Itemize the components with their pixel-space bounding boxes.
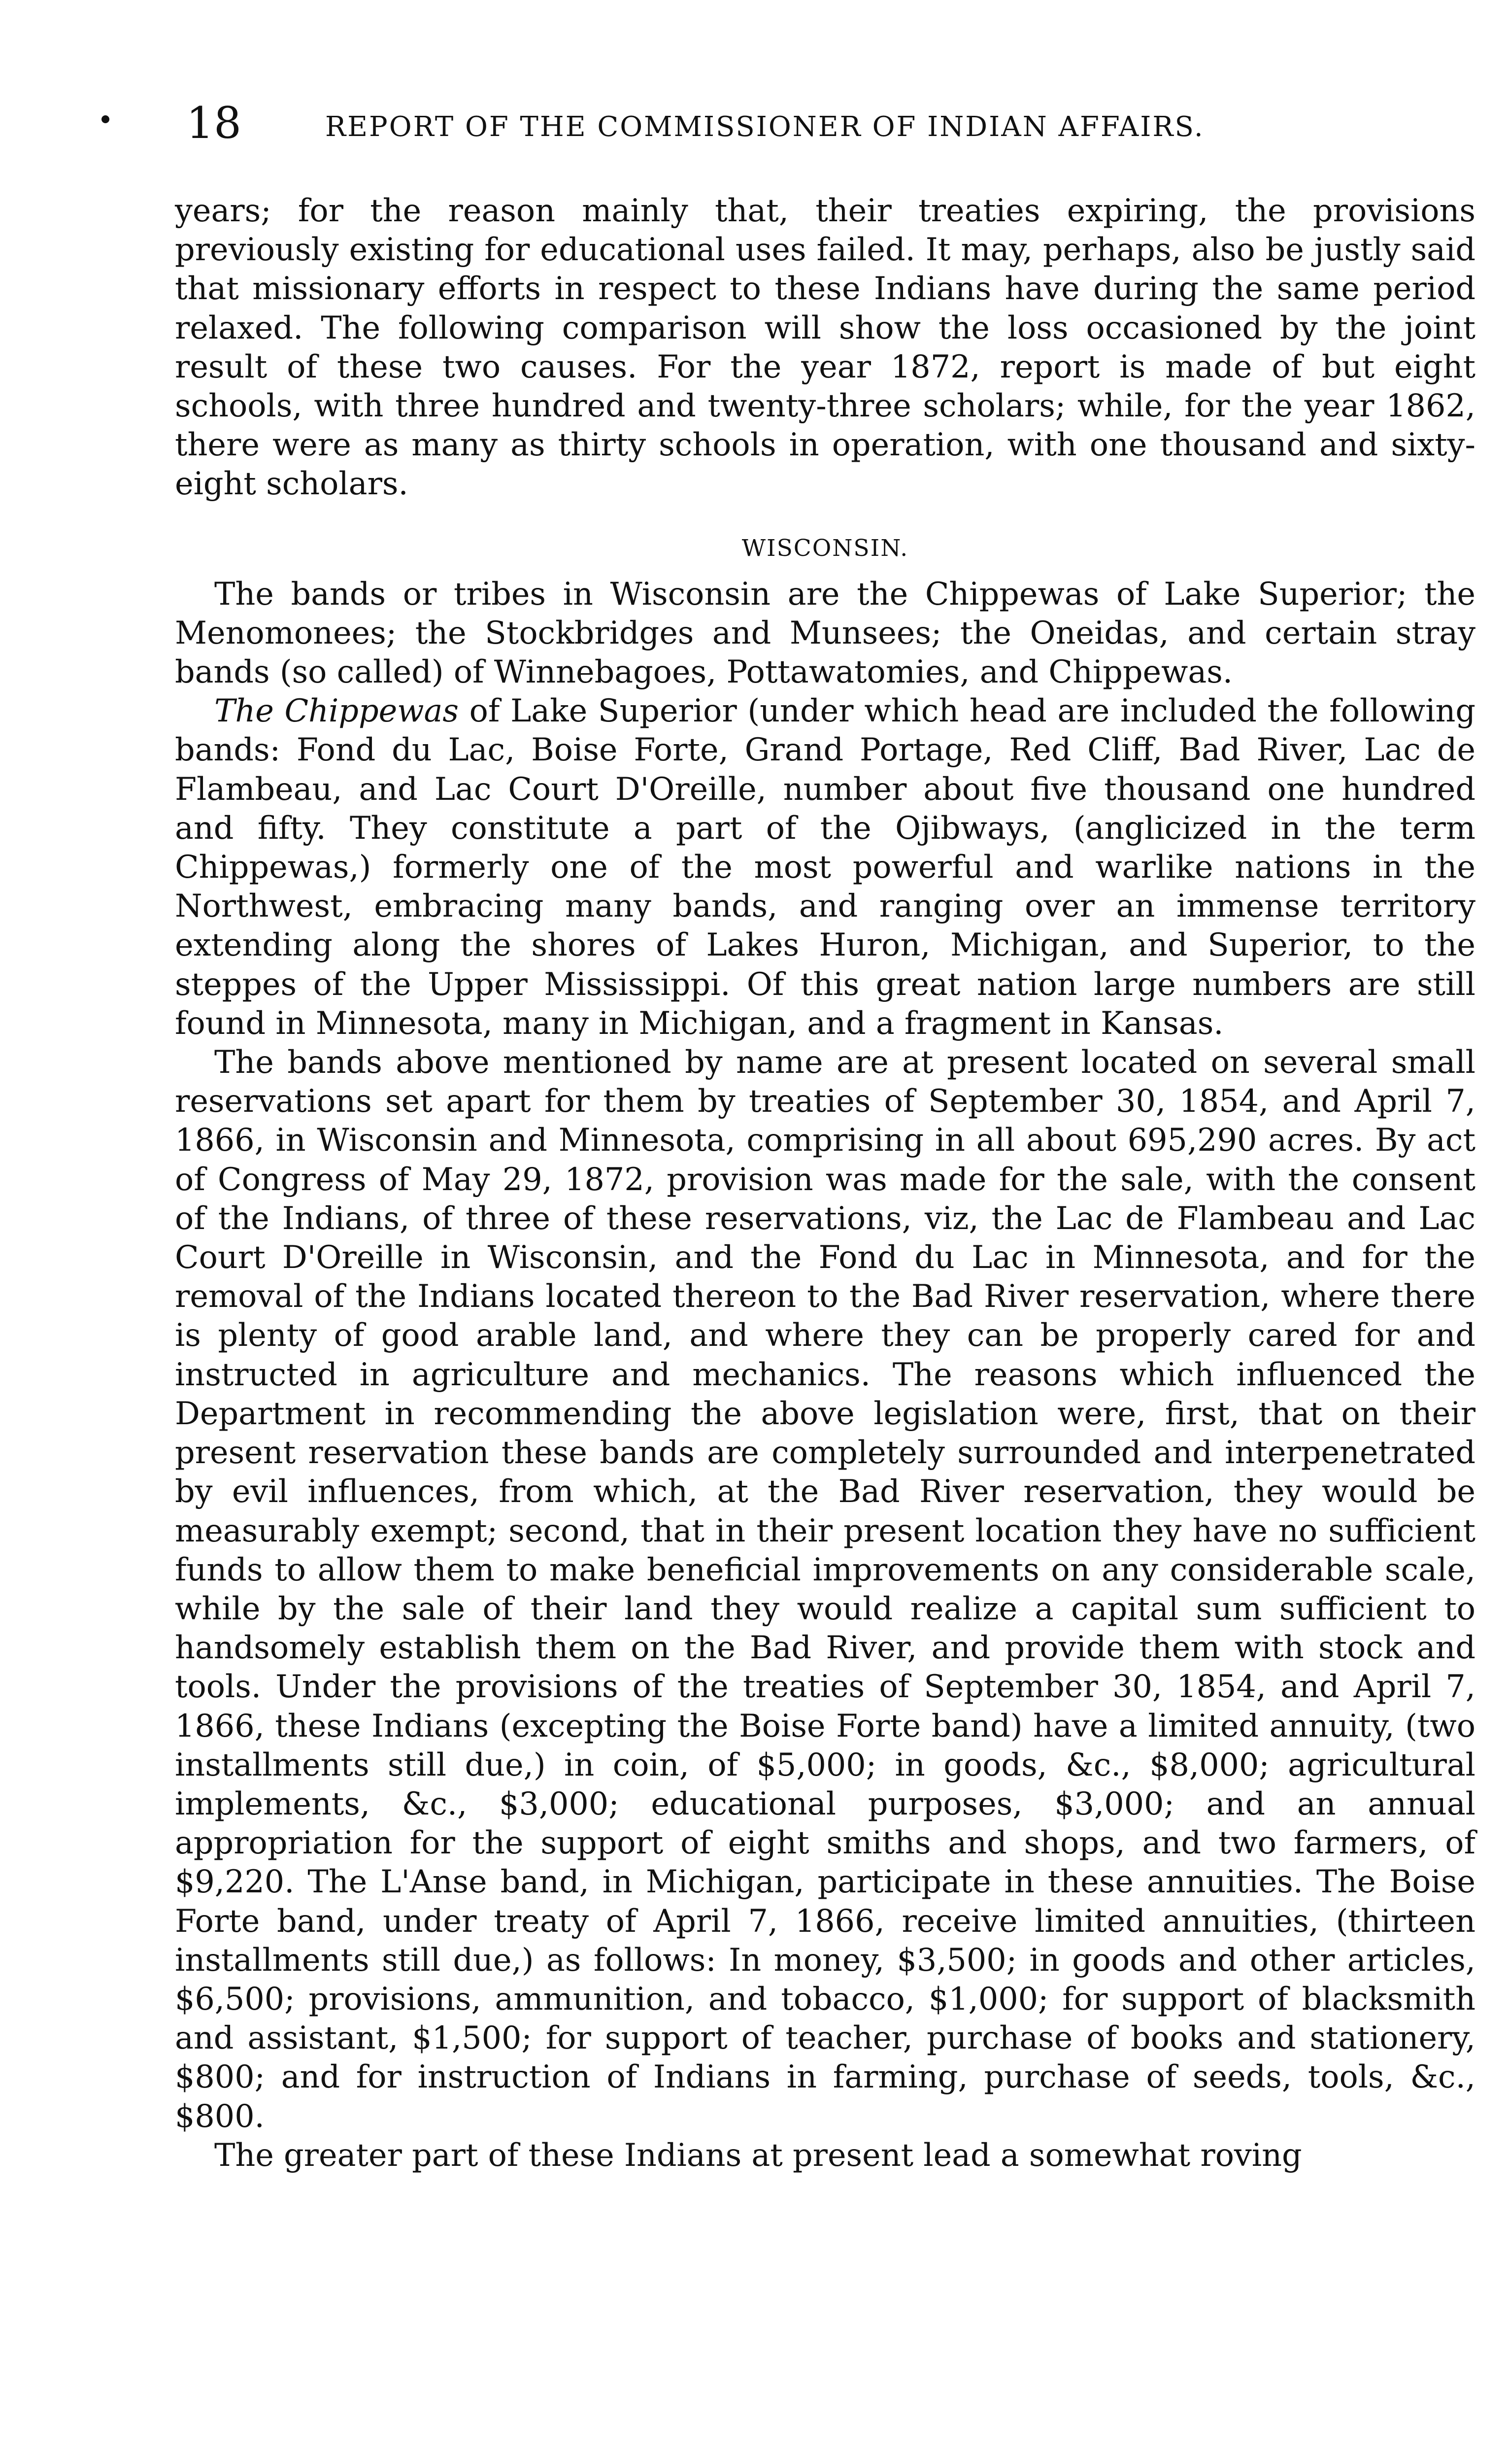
paragraph-roving: The greater part of these Indians at present lead a somewhat roving — [214, 2136, 1302, 2173]
body-text — [175, 191, 1475, 2438]
section-heading-wisconsin: WISCONSIN. — [741, 534, 909, 562]
paragraph-chippewas — [175, 691, 1475, 1043]
paragraph-reservations: The bands above mentioned by name are at present located on several small reservations set apart for them by treaties of September 30, 1854, and April 7, 1866, in Wisconsin and Minnesota, comprising in all about 695,290 acres. By act of Congress of May 29, 1872, provision was made for the sale, with the consent of the Indians, of three of these reservations, viz, the Lac de Flambeau and Lac Court D'Oreille in Wisconsin, and the Fond du Lac in Minnesota, and for the removal of the Indians located thereon to the Bad River reservation, where there is plenty of good arable land, and where they can be properly cared for and instructed in agriculture and mechanics. The reasons which influenced the Department in recommending the above legislation were, first, that on their present reservation these bands are completely surrounded and interpenetrated by evil influences, from which, at the Bad River reservation, they would be measurably exempt; second, that in their present location they have no sufficient funds to allow them to make beneficial improvements on any considerable scale, while by the sale of their land they would realize a capital sum sufficient to handsomely establish them on the Bad River, and provide them with stock and tools. Under the provisions of the treaties of September 30, 1854, and April 7, 1866, these Indians (excepting the Boise Forte band) have a limited annuity, (two installments still due,) in coin, of $5,000; in goods, &c., $8,000; agricultural implements, &c., $3,000; educational purposes, $3,000; and an annual appropriation for the support of eight smiths and shops, and two farmers, of $9,220. The L'Anse band, in Michigan, participate in these annuities. The Boise Forte band, under treaty of April 7, 1866, receive limited annuities, (thirteen installments still due,) as follows: In money, $3,500; in goods and other articles, $6,500; provisions, ammunition, and tobacco, $1,000; for support of blacksmith and assistant, $1,500; for support of teacher, purchase of books and stationery, $800; and for instruction of Indians in farming, purchase of seeds, tools, &c., $800. — [175, 1044, 1475, 2134]
paragraph-bands-in-wisconsin: The bands or tribes in Wisconsin are the Chippewas of Lake Superior; the Menomonees; the Stockbridges and Munsees; the Oneidas, and certain stray bands (so called) of Winnebagoes, Pottawatomies, and Chippewas. — [175, 575, 1475, 690]
italic-lead-chippewas: The Chippewas — [214, 692, 459, 729]
paragraph-chippewas-text: of Lake Superior (under which head are included the following bands: Fond du Lac, Boise Forte, Grand Portage, Red Cliff, Bad River, Lac de Flambeau, and Lac Court D'Oreille, number about five thousand one hundred and fifty. They constitute a part of the Ojibways, (anglicized in the term Chippewas,) formerly one of the most powerful and warlike nations in the Northwest, embracing many bands, and ranging over an immense territory extending along the shores of Lakes Huron, Michigan, and Superior, to the steppes of the Upper Mississippi. Of this great nation large numbers are still found in Minnesota, many in Michigan, and a fragment in Kansas. — [175, 692, 1476, 1041]
page-number: 18 — [186, 98, 241, 148]
margin-dot — [101, 115, 109, 123]
running-head: REPORT OF THE COMMISSIONER OF INDIAN AFFAIRS. — [325, 111, 1205, 143]
page-header — [123, 94, 1355, 153]
paragraph-continuation: years; for the reason mainly that, their treaties expiring, the provisions previously existing for educational uses failed. It may, perhaps, also be justly said that missionary efforts in respect to these Indians have during the same period relaxed. The following comparison will show the loss occasioned by the joint result of these two causes. For the year 1872, report is made of but eight schools, with three hundred and twenty-three scholars; while, for the year 1862, there were as many as thirty schools in operation, with one thousand and sixty-eight scholars. — [175, 192, 1475, 502]
